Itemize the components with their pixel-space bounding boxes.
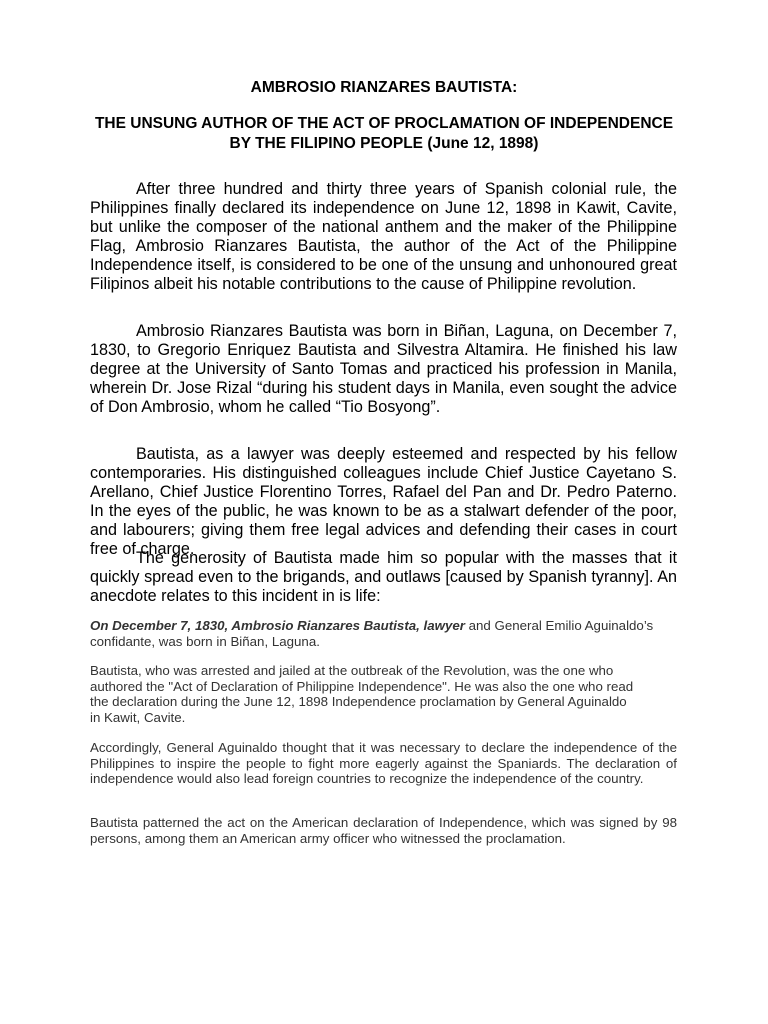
quoted-paragraph: Accordingly, General Aguinaldo thought that it was necessary to declare the independence of the Philippines to inspire the people to fight more eagerly against the Spaniards. The declaration of independence would also lead foreign countries to recognize the independence of the country. [90,740,677,786]
document-title: AMBROSIO RIANZARES BAUTISTA: [250,79,518,96]
document-subtitle: THE UNSUNG AUTHOR OF THE ACT OF PROCLAMATION OF INDEPENDENCE BY THE FILIPINO PEOPLE (June 12, 1898) [94,115,674,152]
quote-lead-rest: and General Emilio Aguinaldo’s confidante, was born in Biñan, Laguna. [90,618,654,649]
quoted-paragraph: Bautista, who was arrested and jailed at the outbreak of the Revolution, was the one who authored the "Act of Declaration of Philippine Independence". He was also the one who read the declaration during the June 12, 1898 Independence proclamation by General Aguinaldo in Kawit, Cavite. [90,663,634,725]
body-paragraph: Ambrosio Rianzares Bautista was born in Biñan, Laguna, on December 7, 1830, to Gregorio Enriquez Bautista and Silvestra Altamira. He finished his law degree at the University of Santo Tomas and practiced his profession in Manila, wherein Dr. Jose Rizal “during his student days in Manila, even sought the advice of Don Ambrosio, whom he called “Tio Bosyong”. [90,322,677,416]
body-paragraph: The generosity of Bautista made him so popular with the masses that it quickly spread even to the brigands, and outlaws [caused by Spanish tyranny]. An anecdote relates to this incident in is life: [90,549,677,605]
body-paragraph: Bautista, as a lawyer was deeply esteemed and respected by his fellow contemporaries. His distinguished colleagues include Chief Justice Cayetano S. Arellano, Chief Justice Florentino Torres, Rafael del Pan and Dr. Pedro Paterno. In the eyes of the public, he was known to be as a stalwart defender of the poor, and labourers; giving them free legal advices and defending their cases in court free of charge. [90,445,677,558]
quoted-paragraph: Bautista patterned the act on the American declaration of Independence, which was signed by 98 persons, among them an American army officer who witnessed the proclamation. [90,815,677,846]
body-paragraph: After three hundred and thirty three years of Spanish colonial rule, the Philippines finally declared its independence on June 12, 1898 in Kawit, Cavite, but unlike the composer of the national anthem and the maker of the Philippine Flag, Ambrosio Rianzares Bautista, the author of the Act of the Philippine Independence itself, is considered to be one of the unsung and unhonoured great Filipinos albeit his notable contributions to the cause of Philippine revolution. [90,180,677,293]
quote-lead-text: On December 7, 1830, Ambrosio Rianzares Bautista, lawyer [90,618,465,633]
quoted-paragraph [90,618,677,649]
